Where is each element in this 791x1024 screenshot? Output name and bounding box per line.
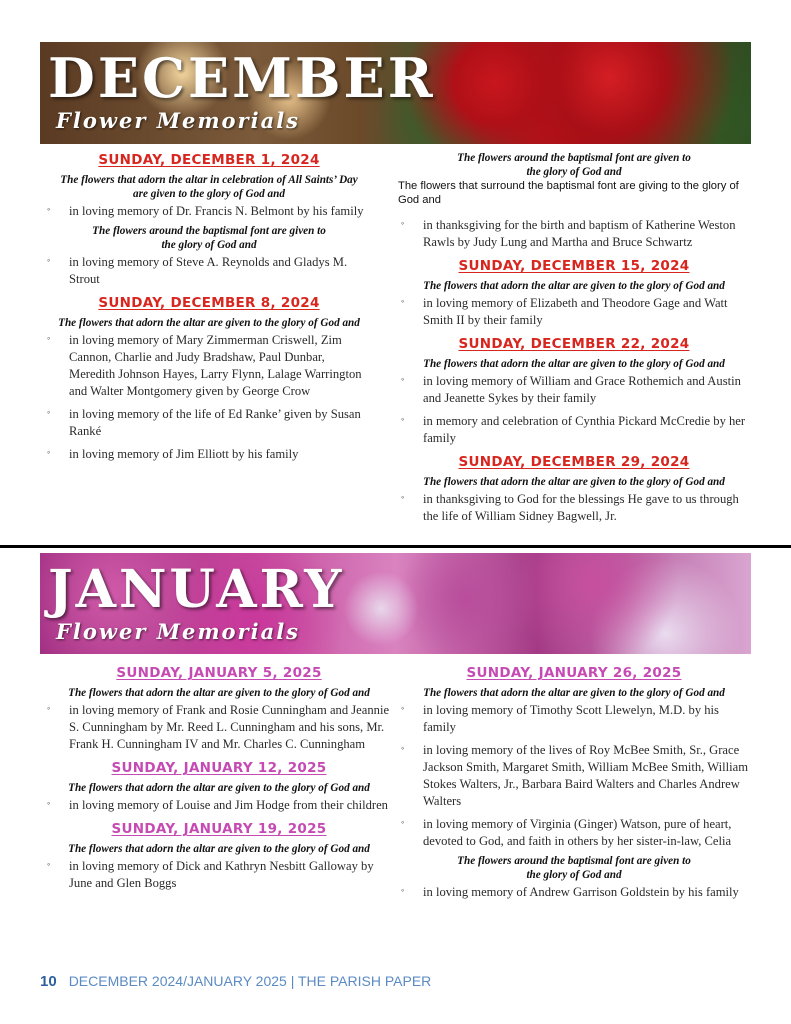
section-divider: [0, 545, 791, 548]
memorial-item: [398, 742, 750, 810]
memorial-item: [398, 816, 750, 850]
sunday-heading: SUNDAY, JANUARY 19, 2025: [111, 821, 327, 837]
memorial-item: [44, 254, 374, 288]
memorial-text: in loving memory of Dr. Francis N. Belmont by his family: [69, 204, 364, 218]
footer-text: DECEMBER 2024/JANUARY 2025 | THE PARISH PAPER: [68, 973, 432, 989]
intro-line: The flowers that adorn the altar are given to the glory of God and: [423, 358, 725, 370]
sunday-heading: SUNDAY, DECEMBER 1, 2024: [98, 152, 320, 168]
sunday-heading: SUNDAY, DECEMBER 22, 2024: [458, 336, 690, 352]
memorial-item: [398, 491, 750, 525]
january-title: JANUARY: [48, 559, 345, 620]
dedication-intro: [44, 224, 374, 252]
intro-line: The flowers that adorn the altar are given to the glory of God and: [423, 687, 725, 699]
intro-line: The flowers that adorn the altar are given to the glory of God and: [423, 476, 725, 488]
bullet-icon: ◦: [47, 407, 51, 417]
intro-line: The flowers around the baptismal font are given to: [92, 225, 326, 237]
memorial-item: [44, 797, 394, 814]
intro-line: The flowers that adorn the altar are given to the glory of God and: [68, 782, 370, 794]
intro-line: The flowers that adorn the altar are given to the glory of God and: [58, 317, 360, 329]
memorial-text: in loving memory of William and Grace Rothemich and Austin and Jeanette Sykes by their family: [423, 374, 741, 405]
sunday-heading: SUNDAY, JANUARY 12, 2025: [111, 760, 327, 776]
december-title: DECEMBER: [48, 46, 436, 110]
memorial-text: in loving memory of Steve A. Reynolds and Gladys M. Strout: [69, 255, 348, 286]
sunday-heading: SUNDAY, DECEMBER 29, 2024: [458, 454, 690, 470]
sunday-heading: SUNDAY, JANUARY 5, 2025: [116, 665, 322, 681]
dedication-intro: [44, 173, 374, 201]
memorial-item: [44, 702, 394, 753]
bullet-icon: ◦: [47, 255, 51, 265]
memorial-text: in loving memory of Andrew Garrison Goldstein by his family: [423, 885, 739, 899]
december-banner: [40, 42, 751, 144]
page-footer: [40, 973, 431, 990]
bullet-icon: ◦: [401, 743, 405, 753]
bullet-icon: ◦: [47, 447, 51, 457]
january-right-column: [398, 664, 750, 901]
memorial-text: in loving memory of the lives of Roy McBee Smith, Sr., Grace Jackson Smith, Margaret Smith, William McBee Smith, William Stokes Walters, Jr., Barbara Baird Walters and Charles Andrew Walters: [423, 743, 749, 808]
december-right-column: [398, 151, 750, 525]
bullet-icon: ◦: [401, 218, 405, 228]
memorial-text: in loving memory of Timothy Scott Llewelyn, M.D. by his family: [423, 703, 719, 734]
memorial-item: [398, 373, 750, 407]
memorial-text: in loving memory of Virginia (Ginger) Watson, pure of heart, devoted to God, and faith in others by her sister-in-law, Celia: [423, 817, 732, 848]
bullet-icon: ◦: [47, 333, 51, 343]
dedication-intro: [44, 686, 394, 700]
intro-line: The flowers that adorn the altar are given to the glory of God and: [68, 843, 370, 855]
page-number: 10: [40, 973, 57, 990]
sunday-heading: SUNDAY, JANUARY 26, 2025: [466, 665, 682, 681]
bullet-icon: ◦: [47, 798, 51, 808]
sunday-heading: SUNDAY, DECEMBER 8, 2024: [98, 295, 320, 311]
bullet-icon: ◦: [401, 296, 405, 306]
memorial-text: in loving memory of Jim Elliott by his family: [69, 447, 299, 461]
memorial-item: [44, 203, 374, 220]
bullet-icon: ◦: [401, 703, 405, 713]
memorial-text: in loving memory of Louise and Jim Hodge from their children: [69, 798, 388, 812]
memorial-text: in loving memory of Elizabeth and Theodore Gage and Watt Smith II by their family: [423, 296, 728, 327]
dedication-intro: [44, 316, 374, 330]
memorial-item: [44, 858, 394, 892]
dedication-intro: [398, 279, 750, 293]
bullet-icon: ◦: [47, 703, 51, 713]
dedication-intro: [398, 854, 750, 882]
intro-line: the glory of God and: [526, 166, 622, 178]
january-subtitle: Flower Memorials: [56, 619, 300, 644]
memorial-item: [44, 406, 374, 440]
memorial-item: [398, 413, 750, 447]
dedication-intro: [44, 842, 394, 856]
dedication-intro: [398, 686, 750, 700]
january-left-column: [44, 664, 394, 892]
bullet-icon: ◦: [401, 885, 405, 895]
memorial-text: in memory and celebration of Cynthia Pickard McCredie by her family: [423, 414, 746, 445]
memorial-item: [44, 332, 374, 400]
memorial-item: [398, 702, 750, 736]
intro-line: the glory of God and: [161, 239, 257, 251]
memorial-text: in loving memory of Mary Zimmerman Criswell, Zim Cannon, Charlie and Judy Bradshaw, Paul Dunbar, Meredith Johnson Hayes, Larry Flynn, Lalage Warrington and Walter Montgomery given by George Crow: [69, 333, 362, 398]
dedication-intro: [398, 151, 750, 179]
intro-line: The flowers that adorn the altar are given to the glory of God and: [68, 687, 370, 699]
intro-line: The flowers that adorn the altar are given to the glory of God and: [423, 280, 725, 292]
memorial-text: in loving memory of Dick and Kathryn Nesbitt Galloway by June and Glen Boggs: [69, 859, 374, 890]
memorial-item: [398, 217, 750, 251]
bullet-icon: ◦: [401, 414, 405, 424]
intro-line: The flowers around the baptismal font are given to: [457, 855, 691, 867]
memorial-item: [398, 884, 750, 901]
bullet-icon: ◦: [47, 204, 51, 214]
memorial-text: in loving memory of the life of Ed Ranke’ given by Susan Ranké: [69, 407, 361, 438]
bullet-icon: ◦: [401, 492, 405, 502]
memorial-text: in loving memory of Frank and Rosie Cunningham and Jeannie S. Cunningham by Mr. Reed L. Cunningham and his sons, Mr. Frank H. Cunningham IV and Mr. Charles C. Cunningham: [69, 703, 390, 751]
intro-line: The flowers that adorn the altar in celebration of All Saints’ Day: [60, 174, 358, 186]
intro-line: The flowers around the baptismal font are given to: [457, 152, 691, 164]
dedication-intro: [44, 781, 394, 795]
memorial-text: in thanksgiving for the birth and baptism of Katherine Weston Rawls by Judy Lung and Martha and Bruce Schwartz: [423, 218, 736, 249]
sunday-heading: SUNDAY, DECEMBER 15, 2024: [458, 258, 690, 274]
bullet-icon: ◦: [47, 859, 51, 869]
dedication-note: The flowers that surround the baptismal font are giving to the glory of God and: [398, 180, 739, 206]
memorial-item: [398, 295, 750, 329]
december-subtitle: Flower Memorials: [56, 108, 300, 133]
dedication-intro: [398, 357, 750, 371]
intro-line: are given to the glory of God and: [133, 188, 285, 200]
memorial-item: [44, 446, 374, 463]
intro-line: the glory of God and: [526, 869, 622, 881]
memorial-text: in thanksgiving to God for the blessings He gave to us through the life of William Sidney Bagwell, Jr.: [423, 492, 739, 523]
bullet-icon: ◦: [401, 374, 405, 384]
dedication-intro: [398, 475, 750, 489]
december-left-column: [44, 151, 374, 463]
bullet-icon: ◦: [401, 817, 405, 827]
january-banner: [40, 553, 751, 654]
